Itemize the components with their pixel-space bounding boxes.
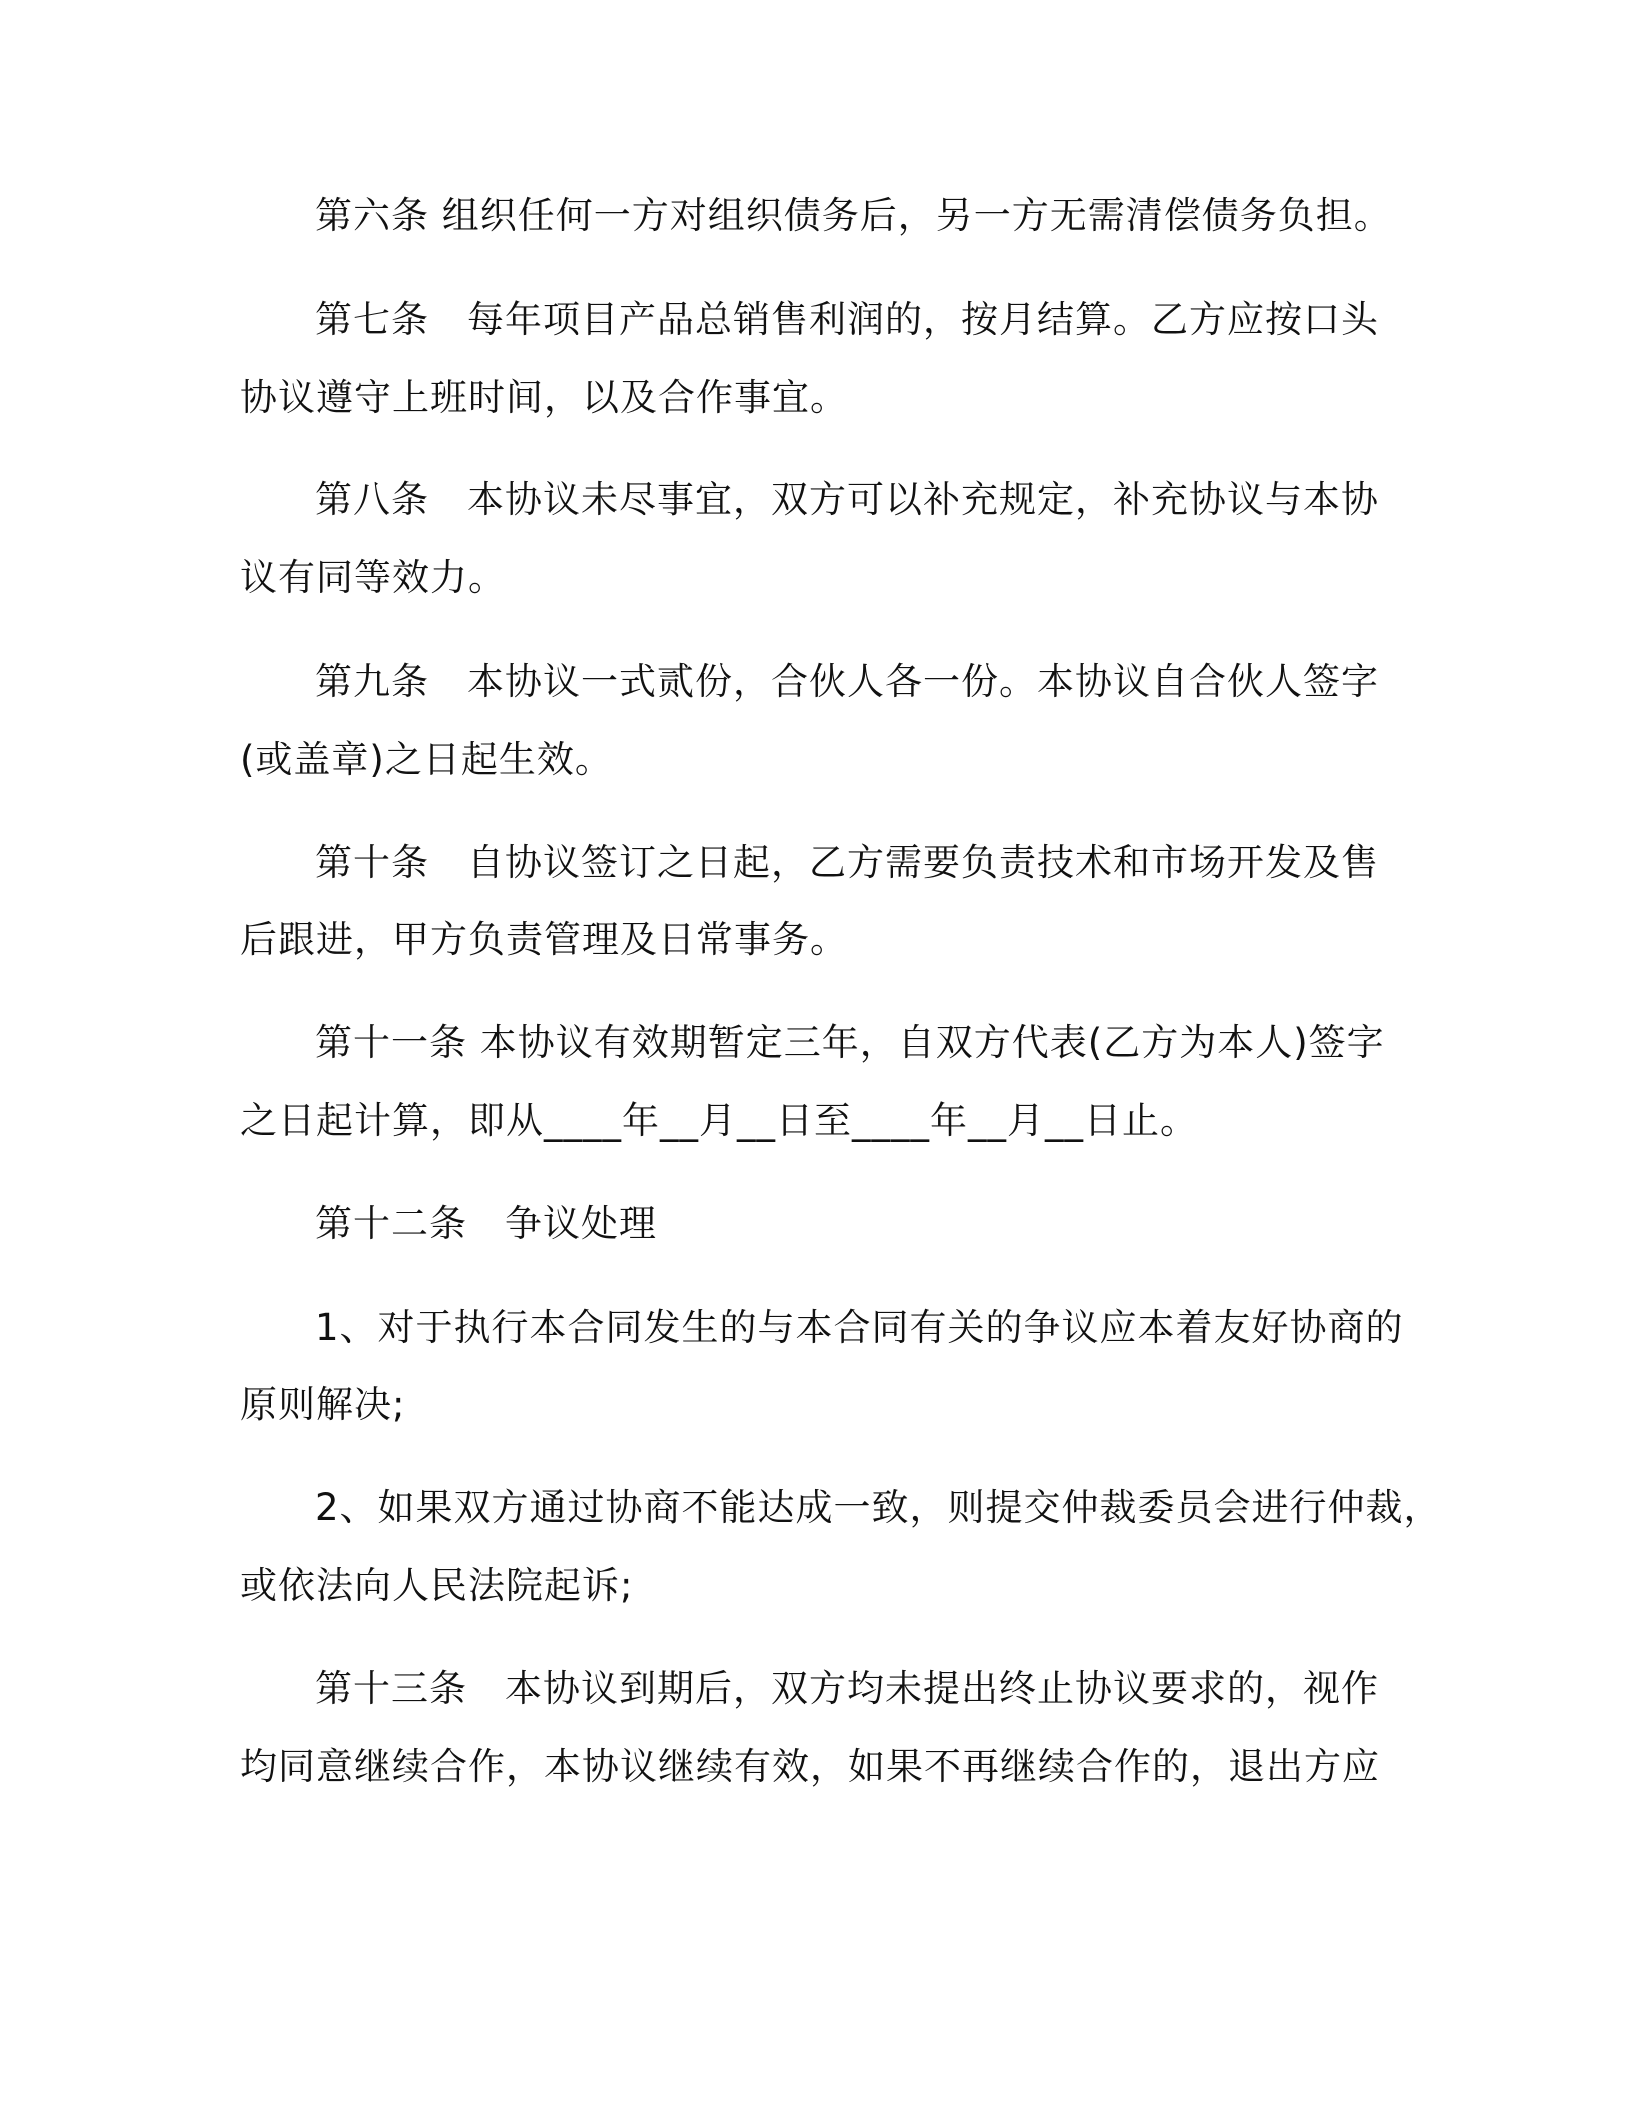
article-11-line-2: 之日起计算，即从____年__月__日至____年__月__日止。 (240, 1099, 1198, 1142)
dispute-item-1-line-2: 原则解决; (240, 1383, 406, 1426)
article-12-heading: 第十二条 争议处理 (315, 1202, 657, 1245)
article-9-line-1: 第九条 本协议一式贰份，合伙人各一份。本协议自合伙人签字 (315, 660, 1379, 703)
article-7-line-1: 第七条 每年项目产品总销售利润的，按月结算。乙方应按口头 (315, 298, 1379, 341)
dispute-item-2-line-2: 或依法向人民法院起诉; (240, 1564, 634, 1607)
article-10-line-2: 后跟进，甲方负责管理及日常事务。 (240, 918, 848, 961)
article-8-line-2: 议有同等效力。 (240, 556, 506, 599)
article-11-line-1: 第十一条 本协议有效期暂定三年，自双方代表(乙方为本人)签字 (315, 1021, 1385, 1064)
article-10-line-1: 第十条 自协议签订之日起，乙方需要负责技术和市场开发及售 (315, 841, 1379, 884)
dispute-item-2-line-1: 2、如果双方通过协商不能达成一致，则提交仲裁委员会进行仲裁， (315, 1486, 1442, 1529)
dispute-item-1-line-1: 1、对于执行本合同发生的与本合同有关的争议应本着友好协商的 (315, 1306, 1404, 1349)
article-13-line-1: 第十三条 本协议到期后，双方均未提出终止协议要求的，视作 (315, 1667, 1379, 1710)
article-9-line-2: (或盖章)之日起生效。 (240, 738, 613, 781)
article-8-line-1: 第八条 本协议未尽事宜，双方可以补充规定，补充协议与本协 (315, 478, 1379, 521)
article-6-line-1: 第六条 组织任何一方对组织债务后，另一方无需清偿债务负担。 (315, 194, 1392, 237)
article-7-line-2: 协议遵守上班时间，以及合作事宜。 (240, 376, 848, 419)
article-13-line-2: 均同意继续合作，本协议继续有效，如果不再继续合作的，退出方应 (240, 1745, 1380, 1788)
